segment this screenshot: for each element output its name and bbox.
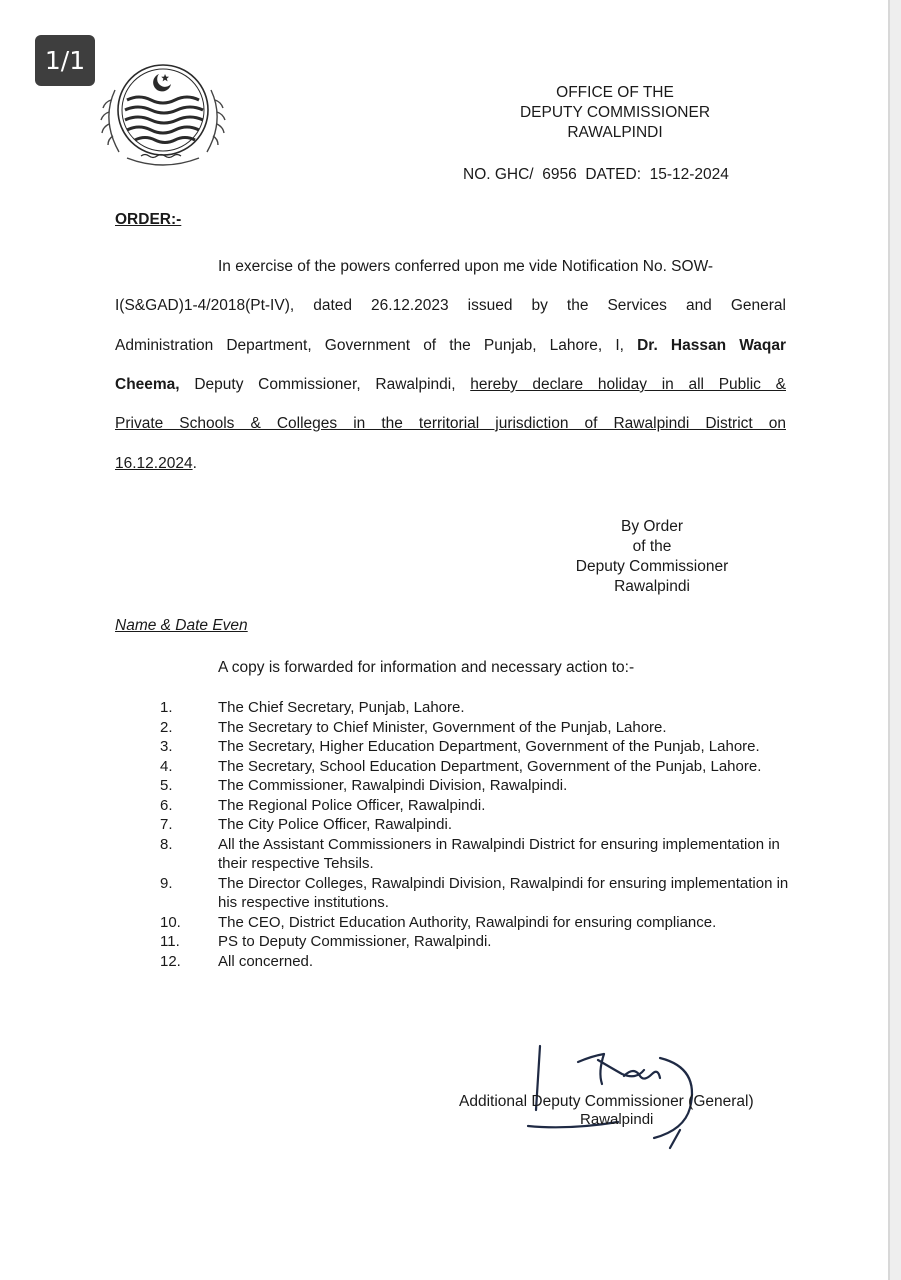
recipient-number: 6.	[160, 796, 173, 814]
signatory-place: Rawalpindi	[580, 1111, 654, 1128]
by-order-line-3: Deputy Commissioner	[575, 558, 729, 575]
officer-name-part-2: Cheema,	[115, 376, 180, 393]
signatory-title: Additional Deputy Commissioner (General)	[459, 1093, 754, 1110]
recipient-list-item	[160, 815, 800, 835]
order-line-5	[115, 415, 786, 433]
order-line-4-text	[115, 376, 786, 394]
recipient-list-item	[160, 757, 800, 777]
recipient-number: 8.	[160, 835, 173, 853]
reference-number: NO. GHC/ 6956 DATED: 15-12-2024	[463, 166, 729, 183]
recipient-text: All concerned.	[218, 952, 314, 970]
recipient-text: The Chief Secretary, Punjab, Lahore.	[218, 699, 465, 716]
recipient-text: The Secretary, Higher Education Department, Government of the Punjab, Lahore.	[218, 738, 760, 755]
recipient-number: 11.	[160, 933, 180, 950]
recipient-number: 4.	[160, 757, 173, 775]
office-heading	[500, 83, 730, 143]
recipient-number: 10.	[160, 913, 181, 931]
recipient-number: 9.	[160, 874, 173, 892]
order-line-2-wrap	[115, 297, 786, 315]
officer-designation: Deputy Commissioner, Rawalpindi,	[194, 376, 456, 393]
recipient-number: 12.	[160, 952, 181, 970]
holiday-declaration-part-2: Private Schools & Colleges in the territorial jurisdiction of Rawalpindi District on	[115, 415, 786, 432]
recipient-list	[160, 698, 800, 971]
recipient-number: 5.	[160, 777, 173, 794]
holiday-declaration-part-1: hereby declare holiday in all Public &	[470, 376, 786, 393]
recipient-list-item	[160, 952, 800, 972]
order-line-2: I(S&GAD)1-4/2018(Pt-IV), dated 26.12.2023 issued by the Services and General	[115, 297, 786, 314]
officer-name-part-1: Dr. Hassan Waqar	[637, 337, 786, 354]
recipient-text: The Secretary to Chief Minister, Government of the Punjab, Lahore.	[218, 718, 667, 736]
order-line-6	[115, 455, 197, 473]
order-line-3-plain: Administration Department, Government of the Punjab, Lahore, I,	[115, 337, 624, 354]
recipient-text: The Commissioner, Rawalpindi Division, Rawalpindi.	[218, 777, 568, 794]
recipient-list-item	[160, 874, 800, 913]
by-order-line-4: Rawalpindi	[614, 578, 690, 595]
recipient-list-item	[160, 718, 800, 738]
endorsement-heading: Name & Date Even	[115, 617, 248, 634]
holiday-date: 16.12.2024	[115, 455, 193, 472]
office-line-3: RAWALPINDI	[567, 124, 663, 141]
order-line-3	[115, 337, 786, 355]
by-order-line-2: of the	[632, 538, 672, 555]
viewer-background-strip	[890, 0, 901, 1280]
page-indicator: 1/1	[35, 35, 95, 86]
recipient-number: 2.	[160, 718, 173, 736]
recipient-text: The Regional Police Officer, Rawalpindi.	[218, 796, 486, 814]
recipient-list-item	[160, 835, 800, 874]
recipient-number: 7.	[160, 816, 173, 833]
by-order-block	[562, 517, 742, 597]
copy-forwarded-intro: A copy is forwarded for information and necessary action to:-	[218, 659, 635, 676]
office-line-2: DEPUTY COMMISSIONER	[519, 104, 711, 121]
recipient-text: The City Police Officer, Rawalpindi.	[218, 816, 452, 833]
recipient-list-item	[160, 796, 800, 816]
by-order-line-1: By Order	[620, 518, 683, 535]
order-line-1: In exercise of the powers conferred upon me vide Notification No. SOW-	[218, 258, 714, 275]
recipient-text: The CEO, District Education Authority, Rawalpindi for ensuring compliance.	[218, 913, 717, 931]
recipient-list-item	[160, 932, 800, 952]
recipient-list-item	[160, 913, 800, 933]
recipient-list-item	[160, 698, 800, 718]
recipient-number: 3.	[160, 738, 173, 755]
recipient-text: The Secretary, School Education Department, Government of the Punjab, Lahore.	[218, 757, 762, 775]
recipient-list-item	[160, 737, 800, 757]
recipient-text: All the Assistant Commissioners in Rawalpindi District for ensuring implementation in their respective Tehsils.	[218, 835, 780, 872]
recipient-number: 1.	[160, 699, 173, 716]
order-line-3-text	[115, 337, 786, 355]
office-line-1: OFFICE OF THE	[556, 84, 674, 101]
punjab-emblem-icon	[97, 60, 229, 172]
holiday-date-period: .	[192, 455, 197, 472]
recipient-text: The Director Colleges, Rawalpindi Division, Rawalpindi for ensuring implementation in his respective institutions.	[218, 874, 789, 911]
recipient-list-item	[160, 776, 800, 796]
order-heading: ORDER:-	[115, 211, 182, 228]
recipient-text: PS to Deputy Commissioner, Rawalpindi.	[218, 933, 492, 950]
order-line-4	[115, 376, 786, 394]
